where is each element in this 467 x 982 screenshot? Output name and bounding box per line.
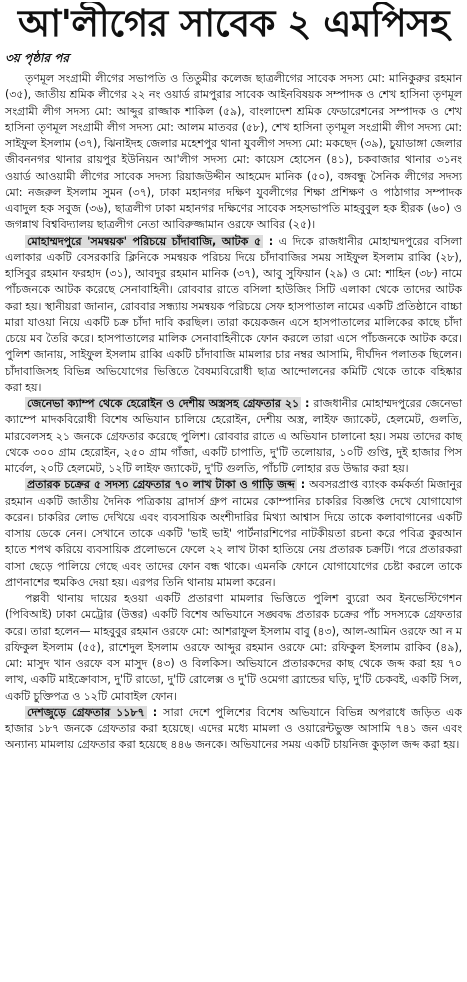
paragraph-detainee-list	[5, 71, 462, 234]
paragraph-text: অবসরপ্রাপ্ত ব্যাংক কর্মকর্তা মিজানুর রহমান একটি জাতীয় দৈনিক পত্রিকায় ব্রাদার্স গ্রুপ নামের কোম্পানির চাকরির বিজ্ঞপ্তি দেখে যোগাযোগ করেন। চাকরির লোভ দেখিয়ে এবং ব্যবসায়িক অংশীদারির মিথ্যা আশ্বাস দিয়ে তাকে কলাবাগানের একটি বাসায় ডেকে নেন। সেখানে তাকে একটি 'ভাই ভাই' পার্টনারশিপের নাটকীয়তা রচনা করে পবিত্র কুরআন হাতে শপথ করিয়ে ব্যবসায়িক প্রলোভনে ফেলে ২২ লাখ টাকা হাতিয়ে নেয় প্রতারক চক্রটি। পরে প্রতারকরা বাসা ছেড়ে পালিয়ে গেছে এবং তাদের ফোন বন্ধ থাকে। এমনকি ফোনে যোগাযোগের চেষ্টা করলে তাকে প্রাণনাশের হুমকিও দেয়া হয়। এরপর তিনি থানায় মামলা করেন।	[5, 478, 463, 589]
paragraph-pbi-arrest	[5, 591, 462, 705]
continued-from-label: ৩য় পৃষ্ঠার পর	[5, 51, 70, 65]
headline: আ'লীগের সাবেক ২ এমপিসহ	[17, 2, 450, 45]
subheading: মোহাম্মদপুরে 'সমন্বয়ক' পরিচয়ে চাঁদাবাজি, আটক ৫	[27, 234, 262, 248]
paragraph-nationwide-arrests: দেশজুড়ে গ্রেফতার ১১৮৭ : সারা দেশে পুলিশের বিশেষ অভিযানে বিভিন্ন অপরাধে জড়িত এক হাজার ১৮৭ জনকে গ্রেফতার করা হয়েছে। এদের মধ্যে মামলা ও ওয়ারেন্টভুক্ত আসামি ৭৪১ জন এবং অন্যান্য মামলায় গ্রেফতার করা হয়েছে ৪৪৬ জনকে। অভিযানের সময় একটি চায়নিজ কুড়াল জব্দ করা হয়।	[5, 705, 462, 752]
subheading: প্রতারক চক্রের ৫ সদস্য গ্রেফতার ৭০ লাখ টাকা ও গাড়ি জব্দ	[27, 478, 295, 492]
paragraph-fraud-ring: প্রতারক চক্রের ৫ সদস্য গ্রেফতার ৭০ লাখ টাকা ও গাড়ি জব্দ : অবসরপ্রাপ্ত ব্যাংক কর্মকর্তা মিজানুর রহমান একটি জাতীয় দৈনিক পত্রিকায় ব্রাদার্স গ্রুপ নামের কোম্পানির চাকরির বিজ্ঞপ্তি দেখে যোগাযোগ করেন। চাকরির লোভ দেখিয়ে এবং ব্যবসায়িক অংশীদারির মিথ্যা আশ্বাস দিয়ে তাকে কলাবাগানের একটি বাসায় ডেকে নেন। সেখানে তাকে একটি 'ভাই ভাই' পার্টনারশিপের নাটকীয়তা রচনা করে পবিত্র কুরআন হাতে শপথ করিয়ে ব্যবসায়িক প্রলোভনে ফেলে ২২ লাখ টাকা হাতিয়ে নেয় প্রতারক চক্রটি। পরে প্রতারকরা বাসা ছেড়ে পালিয়ে গেছে এবং তাদের ফোন বন্ধ থাকে। এমনকি ফোনে যোগাযোগের চেষ্টা করলে তাকে প্রাণনাশের হুমকিও দেয়া হয়। এরপর তিনি থানায় মামলা করেন।	[5, 478, 463, 589]
paragraph-geneva-camp: জেনেভা ক্যাম্প থেকে হেরোইন ও দেশীয় অস্ত্রসহ গ্রেফতার ২১ : রাজধানীর মোহাম্মদপুরের জেনেভা ক্যাম্পে মাদকবিরোধী বিশেষ অভিযান চালিয়ে হেরোইন, দেশীয় অস্ত্র, লাইফ জ্যাকেট, হেলমেট, গুলতি, মারবেলসহ ২১ জনকে গ্রেফতার করেছে পুলিশ। রোববার রাতে এ অভিযান চালানো হয়। সময় তাদের কাছ থেকে ৩০০ গ্রাম হেরোইন, ২৫০ গ্রাম গাঁজা, একটি চাপাতি, দু'টি তলোয়ার, ১০টি গুপ্তি, দুই হাজার পিস মার্বেল, ২০টি হেলমেট, ১২টি লাইফ জ্যাকেট, দু'টি গুলতি, পাঁচটি লোহার রড উদ্ধার করা হয়।	[5, 397, 462, 475]
paragraph-text: পল্লবী থানায় দায়ের হওয়া একটি প্রতারণা মামলার ভিত্তিতে পুলিশ ব্যুরো অব ইনভেস্টিগেশন (পিবিআই) ঢাকা মেট্রোর (উত্তর) একটি বিশেষ অভিযানে সঙ্ঘবদ্ধ প্রতারক চক্রের পাঁচ সদস্যকে গ্রেফতার করে। তারা হলেন— মাহবুবুর রহমান ওরফে মো: আশরাফুল ইসলাম বাবু (৪৩), আল-আমিন ওরফে আ ন ম রফিকুল ইসলাম (৫৫), রাশেদুল ইসলাম ওরফে আব্দুর রহমান ওরফে মো: রফিকুল ইসলাম রাকিব (৪৯), মো: মাসুদ খান ওরফে বস মাসুদ (৪৩) ও বিলকিস। অভিযানে প্রতারকদের কাছ থেকে জব্দ করা হয় ৭০ লাখ, একটি মাইক্রোবাস, দু'টি রাডো, দু'টি রোলেক্স ও দু'টি ওমেগা ব্র্যান্ডের ঘড়ি, দু'টি চেকবই, একটি সিল, একটি চুক্তিপত্র ও ১২টি মোবাইল ফোন।	[5, 592, 462, 703]
subheading: দেশজুড়ে গ্রেফতার ১১৮৭	[27, 705, 145, 719]
paragraph-text: সারা দেশে পুলিশের বিশেষ অভিযানে বিভিন্ন অপরাধে জড়িত এক হাজার ১৮৭ জনকে গ্রেফতার করা হয়েছে। এদের মধ্যে মামলা ও ওয়ারেন্টভুক্ত আসামি ৭৪১ জন এবং অন্যান্য মামলায় গ্রেফতার করা হয়েছে ৪৪৬ জনকে। অভিযানের সময় একটি চায়নিজ কুড়াল জব্দ করা হয়।	[5, 705, 462, 752]
paragraph-text: রাজধানীর মোহাম্মদপুরের জেনেভা ক্যাম্পে মাদকবিরোধী বিশেষ অভিযান চালিয়ে হেরোইন, দেশীয় অস্ত্র, লাইফ জ্যাকেট, হেলমেট, গুলতি, মারবেলসহ ২১ জনকে গ্রেফতার করেছে পুলিশ। রোববার রাতে এ অভিযান চালানো হয়। সময় তাদের কাছ থেকে ৩০০ গ্রাম হেরোইন, ২৫০ গ্রাম গাঁজা, একটি চাপাতি, দু'টি তলোয়ার, ১০টি গুপ্তি, দুই হাজার পিস মার্বেল, ২০টি হেলমেট, ১২টি লাইফ জ্যাকেট, দু'টি গুলতি, পাঁচটি লোহার রড উদ্ধার করা হয়।	[5, 397, 462, 475]
paragraph-mohammadpur: মোহাম্মদপুরে 'সমন্বয়ক' পরিচয়ে চাঁদাবাজি, আটক ৫ : এ দিকে রাজধানীর মোহাম্মদপুরের বসিলা এলাকার একটি বেসরকারি ক্লিনিকে সমন্বয়ক পরিচয় দিয়ে চাঁদাবাজির সময় সাইফুল ইসলাম রাব্বি (২৮), হাসিবুর রহমান ফরহাদ (৩১), আবদুর রহমান মানিক (৩৭), আবু সুফিয়ান (২৯) ও মো: শাহিন (৩৮) নামে পাঁচজনকে আটক করেছে সেনাবাহিনী। রোববার রাতে বসিলা হাউজিং সিটি এলাকা থেকে তাদের আটক করা হয়। স্থানীয়রা জানান, রোববার সন্ধ্যায় সমন্বয়ক পরিচয়ে সেফ হাসপাতাল নামের একটি প্রতিষ্ঠানে বাচ্চা মারা যাওয়া নিয়ে একটি চক্র চাঁদা দাবি করছিল। তারা কয়েকজন এসে হাসপাতালের মালিকের কাছে চাঁদা চেয়ে মব তৈরি করে। হাসপাতালের মালিক সেনাবাহিনীকে ফোন করলে তারা এসে পাঁচজনকে আটক করে। পুলিশ জানায়, সাইফুল ইসলাম রাব্বি একটি চাঁদাবাজি মামলার চার নম্বর আসামি, দীর্ঘদিন পলাতক ছিলেন। চাঁদাবাজিসহ বিভিন্ন অভিযোগের ভিত্তিতে বৈষম্যবিরোধী ছাত্র আন্দোলনের কমিটি থেকে তাকে বহিষ্কার করা হয়।	[5, 234, 462, 394]
subheading: জেনেভা ক্যাম্প থেকে হেরোইন ও দেশীয় অস্ত্রসহ গ্রেফতার ২১	[27, 397, 300, 410]
paragraph-text: এ দিকে রাজধানীর মোহাম্মদপুরের বসিলা এলাকার একটি বেসরকারি ক্লিনিকে সমন্বয়ক পরিচয় দিয়ে চাঁদাবাজির সময় সাইফুল ইসলাম রাব্বি (২৮), হাসিবুর রহমান ফরহাদ (৩১), আবদুর রহমান মানিক (৩৭), আবু সুফিয়ান (২৯) ও মো: শাহিন (৩৮) নামে পাঁচজনকে আটক করেছে সেনাবাহিনী। রোববার রাতে বসিলা হাউজিং সিটি এলাকা থেকে তাদের আটক করা হয়। স্থানীয়রা জানান, রোববার সন্ধ্যায় সমন্বয়ক পরিচয়ে সেফ হাসপাতাল নামের একটি প্রতিষ্ঠানে বাচ্চা মারা যাওয়া নিয়ে একটি চক্র চাঁদা দাবি করছিল। তারা কয়েকজন এসে হাসপাতালের মালিকের কাছে চাঁদা চেয়ে মব তৈরি করে। হাসপাতালের মালিক সেনাবাহিনীকে ফোন করলে তারা এসে পাঁচজনকে আটক করে। পুলিশ জানায়, সাইফুল ইসলাম রাব্বি একটি চাঁদাবাজি মামলার চার নম্বর আসামি, দীর্ঘদিন পলাতক ছিলেন। চাঁদাবাজিসহ বিভিন্ন অভিযোগের ভিত্তিতে বৈষম্যবিরোধী ছাত্র আন্দোলনের কমিটি থেকে তাকে বহিষ্কার করা হয়।	[5, 234, 462, 394]
paragraph-text: তৃণমূল সংগ্রামী লীগের সভাপতি ও তিতুমীর কলেজ ছাত্রলীগের সাবেক সদস্য মো: মানিকুরুর রহমান (৩৫), জাতীয় শ্রমিক লীগের ২২ নং ওয়ার্ড রামপুরার সাবেক আইনবিষয়ক সম্পাদক ও শেখ হাসিনা তৃণমূল সংগ্রামী লীগ সদস্য মো: আব্দুর রাজ্জাক শাকিল (৫৯), বাংলাদেশ শ্রমিক ফেডারেশনের সম্পাদক ও শেখ হাসিনা তৃণমূল সংগ্রামী লীগ সদস্য মো: আলম মাতবর (৫৮), শেখ হাসিনা তৃণমূল সংগ্রামী লীগ সদস্য মো: সাইফুল ইসলাম (৩৭), ঝিনাইদহ জেলার মহেশপুর থানা যুবলীগ সদস্য মো: মকছেদ (৩৯), চুয়াডাঙ্গা জেলার জীবননগর থানার রায়পুর ইউনিয়ন আ'লীগ সদস্য মো: কায়েস হোসেন (৪১), চকবাজার থানার ৩১নং ওয়ার্ড আওয়ামী লীগের সাবেক সদস্য রিয়াজউদ্দীন আহমেদ মানিক (৫০), বঙ্গবন্ধু সৈনিক লীগের সদস্য মো: নজরুল ইসলাম সুমন (৩৭), ঢাকা মহানগর দক্ষিণ যুবলীগের শিক্ষা প্রশিক্ষণ ও পাঠাগার সম্পাদক এবাদুল হক সবুজ (৩৬), ছাত্রলীগ ঢাকা মহানগর দক্ষিণের সাবেক সহসভাপতি মাহবুবুল হক হীরক (৬০) ও জগন্নাথ বিশ্ববিদ্যালয় ছাত্রলীগ নেতা আবিরুজ্জামান ওরফে আবির (২৫)।	[5, 72, 462, 232]
